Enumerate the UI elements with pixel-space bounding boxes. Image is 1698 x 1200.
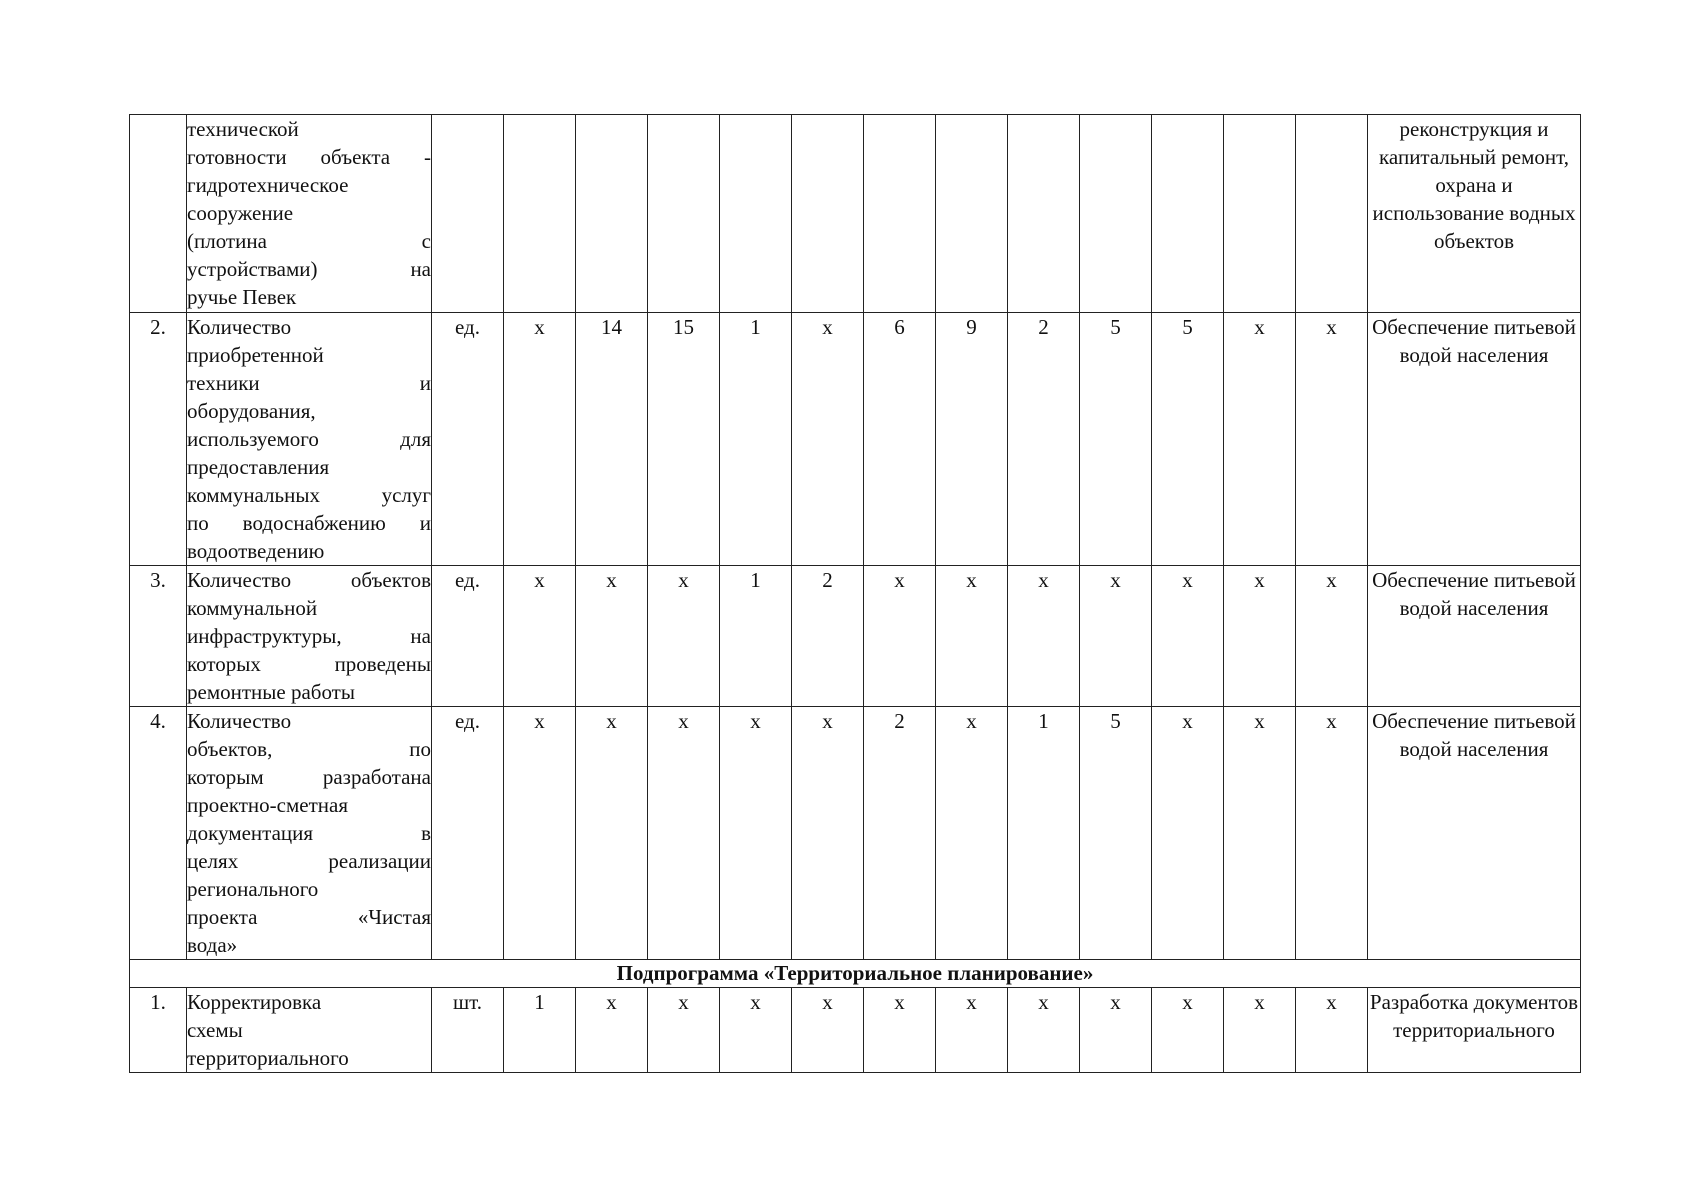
value-cell: х — [936, 988, 1008, 1073]
name-line: которых проведены — [187, 652, 431, 676]
goal-cell: реконструкция и капитальный ремонт, охрана и использование водных объектов — [1368, 115, 1581, 313]
row-number-cell: 2. — [130, 313, 187, 566]
value-cell — [1152, 115, 1224, 313]
value-cell: х — [792, 707, 864, 960]
value-cell — [720, 115, 792, 313]
value-cell: х — [720, 988, 792, 1073]
name-line: водоотведению — [187, 539, 325, 563]
value-cell: 1 — [720, 313, 792, 566]
unit-cell — [432, 115, 504, 313]
value-cell: х — [936, 707, 1008, 960]
value-cell: х — [792, 988, 864, 1073]
goal-cell: Обеспечение питьевой водой населения — [1368, 707, 1581, 960]
value-cell: 1 — [720, 566, 792, 707]
name-line: проекта «Чистая — [187, 905, 431, 929]
value-cell: х — [1296, 566, 1368, 707]
value-cell — [1080, 115, 1152, 313]
value-cell: х — [1224, 313, 1296, 566]
value-cell: х — [1296, 313, 1368, 566]
value-cell: 5 — [1152, 313, 1224, 566]
value-cell: х — [576, 988, 648, 1073]
value-cell — [648, 115, 720, 313]
value-cell: х — [576, 566, 648, 707]
value-cell — [864, 115, 936, 313]
row-number-cell — [130, 115, 187, 313]
value-cell: 2 — [792, 566, 864, 707]
value-cell: 5 — [1080, 313, 1152, 566]
value-cell: х — [1224, 707, 1296, 960]
value-cell: 15 — [648, 313, 720, 566]
value-cell: х — [1080, 566, 1152, 707]
value-cell: х — [1080, 988, 1152, 1073]
name-line: оборудования, — [187, 399, 316, 423]
name-line: коммунальных услуг — [187, 483, 431, 507]
goal-cell: Обеспечение питьевой водой населения — [1368, 566, 1581, 707]
value-cell: х — [720, 707, 792, 960]
value-cell: 5 — [1080, 707, 1152, 960]
goal-cell: Разработка документов территориального — [1368, 988, 1581, 1073]
indicator-name-cell — [187, 566, 432, 707]
value-cell: 1 — [504, 988, 576, 1073]
value-cell: х — [1152, 988, 1224, 1073]
value-cell — [936, 115, 1008, 313]
goal-cell: Обеспечение питьевой водой населения — [1368, 313, 1581, 566]
value-cell: х — [1008, 988, 1080, 1073]
table-row — [130, 313, 1581, 566]
name-line: коммунальной — [187, 596, 318, 620]
value-cell: х — [648, 988, 720, 1073]
indicator-name-cell — [187, 707, 432, 960]
name-line: устройствами) на — [187, 257, 431, 281]
table-row — [130, 707, 1581, 960]
value-cell: х — [1008, 566, 1080, 707]
indicator-name-cell — [187, 115, 432, 313]
table-row — [130, 566, 1581, 707]
name-line: территориального — [187, 1046, 349, 1070]
name-line: технической — [187, 117, 299, 141]
name-line: регионального — [187, 877, 319, 901]
value-cell: х — [864, 988, 936, 1073]
value-cell: х — [1296, 707, 1368, 960]
value-cell — [1296, 115, 1368, 313]
value-cell: х — [936, 566, 1008, 707]
value-cell: х — [648, 566, 720, 707]
name-line: Количество объектов — [187, 568, 431, 592]
value-cell: х — [864, 566, 936, 707]
section-title: Подпрограмма «Территориальное планирование» — [130, 960, 1581, 988]
indicator-name-cell — [187, 313, 432, 566]
value-cell — [576, 115, 648, 313]
name-line: (плотина с — [187, 229, 431, 253]
value-cell: 2 — [1008, 313, 1080, 566]
value-cell: х — [1224, 566, 1296, 707]
name-line: приобретенной — [187, 343, 324, 367]
value-cell — [792, 115, 864, 313]
row-number-cell: 1. — [130, 988, 187, 1073]
value-cell: 2 — [864, 707, 936, 960]
value-cell: х — [504, 566, 576, 707]
value-cell: х — [792, 313, 864, 566]
value-cell: х — [1296, 988, 1368, 1073]
value-cell: 6 — [864, 313, 936, 566]
value-cell: х — [1152, 707, 1224, 960]
name-line: Количество — [187, 709, 292, 733]
table-row-continuation — [130, 115, 1581, 313]
indicators-table — [129, 114, 1581, 1073]
name-line: ручье Певек — [187, 285, 297, 309]
unit-cell: ед. — [432, 313, 504, 566]
value-cell — [504, 115, 576, 313]
table-row — [130, 988, 1581, 1073]
section-header-row — [130, 960, 1581, 988]
value-cell: х — [504, 313, 576, 566]
name-line: сооружение — [187, 201, 294, 225]
name-line: Корректировка — [187, 990, 322, 1014]
value-cell: х — [504, 707, 576, 960]
name-line: предоставления — [187, 455, 330, 479]
value-cell — [1224, 115, 1296, 313]
row-number-cell: 3. — [130, 566, 187, 707]
table-body — [130, 115, 1581, 1073]
name-line: целях реализации — [187, 849, 431, 873]
value-cell: х — [1152, 566, 1224, 707]
value-cell: х — [1224, 988, 1296, 1073]
name-line: по водоснабжению и — [187, 511, 431, 535]
value-cell: х — [648, 707, 720, 960]
name-line: гидротехническое — [187, 173, 349, 197]
value-cell — [1008, 115, 1080, 313]
value-cell: 14 — [576, 313, 648, 566]
name-line: техники и — [187, 371, 431, 395]
name-line: которым разработана — [187, 765, 431, 789]
indicator-name-cell — [187, 988, 432, 1073]
value-cell: 9 — [936, 313, 1008, 566]
name-line: используемого для — [187, 427, 431, 451]
name-line: готовности объекта - — [187, 145, 431, 169]
unit-cell: ед. — [432, 566, 504, 707]
name-line: проектно-сметная — [187, 793, 348, 817]
unit-cell: шт. — [432, 988, 504, 1073]
name-line: Количество — [187, 315, 292, 339]
value-cell: 1 — [1008, 707, 1080, 960]
name-line: документация в — [187, 821, 431, 845]
value-cell: х — [576, 707, 648, 960]
name-line: вода» — [187, 933, 238, 957]
unit-cell: ед. — [432, 707, 504, 960]
name-line: инфраструктуры, на — [187, 624, 431, 648]
row-number-cell: 4. — [130, 707, 187, 960]
name-line: схемы — [187, 1018, 243, 1042]
name-line: объектов, по — [187, 737, 431, 761]
name-line: ремонтные работы — [187, 680, 355, 704]
